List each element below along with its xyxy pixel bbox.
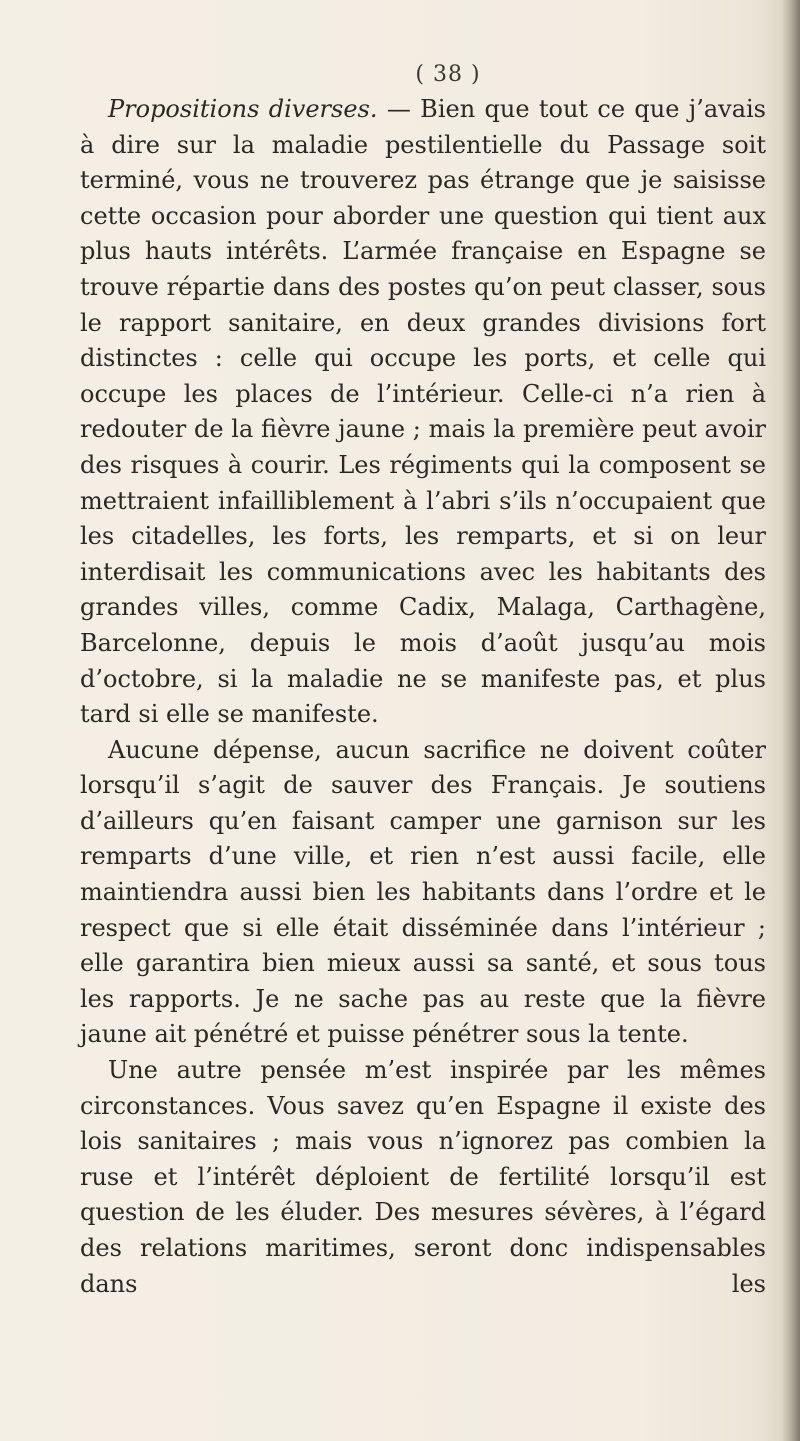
paragraph-1 xyxy=(80,92,766,733)
body-text xyxy=(80,92,766,1302)
paragraph-3-text: Une autre pensée m’est inspirée par les mêmes circonstances. Vous savez qu’en Espagne il existe des lois sanitaires ; mais vous n’ignorez pas combien la ruse et l’intérêt déploient de fertilité lorsqu’il est question de les éluder. Des mesures sévères, à l’égard des relations maritimes, seront donc indispensables dans les xyxy=(80,1056,766,1298)
page-number: ( 38 ) xyxy=(415,62,481,87)
page-edge-shadow xyxy=(782,0,800,1441)
paragraph-2-text: Aucune dépense, aucun sacrifice ne doivent coûter lorsqu’il s’agit de sauver des Français. Je soutiens d’ailleurs qu’en faisant camper une garnison sur les remparts d’une ville, et rien n’est aussi facile, elle maintiendra aussi bien les habitants dans l’ordre et le respect que si elle était disséminée dans l’intérieur ; elle garantira bien mieux aussi sa santé, et sous tous les rapports. Je ne sache pas au reste que la fièvre jaune ait pénétré et puisse pénétrer sous la tente. xyxy=(80,735,766,1049)
paragraph-3 xyxy=(80,1053,766,1302)
paragraph-1-text: — Bien que tout ce que j’avais à dire sur la maladie pestilentielle du Passage soit terminé, vous ne trouverez pas étrange que je saisisse cette occasion pour aborder une question qui tient aux plus hauts intérêts. L’armée française en Espagne se trouve répartie dans des postes qu’on peut classer, sous le rapport sanitaire, en deux grandes divisions fort distinctes : celle qui occupe les ports, et celle qui occupe les places de l’intérieur. Celle-ci n’a rien à redouter de la fièvre jaune ; mais la première peut avoir des risques à courir. Les régiments qui la composent se mettraient infailliblement à l’abri s’ils n’occupaient que les citadelles, les forts, les remparts, et si on leur interdisait les communications avec les habitants des grandes villes, comme Cadix, Malaga, Carthagène, Barcelonne, depuis le mois d’août jusqu’au mois d’octobre, si la maladie ne se manifeste pas, et plus tard si elle se manifeste. xyxy=(80,95,766,729)
section-heading: Propositions diverses. xyxy=(108,95,378,123)
paragraph-2 xyxy=(80,733,766,1053)
